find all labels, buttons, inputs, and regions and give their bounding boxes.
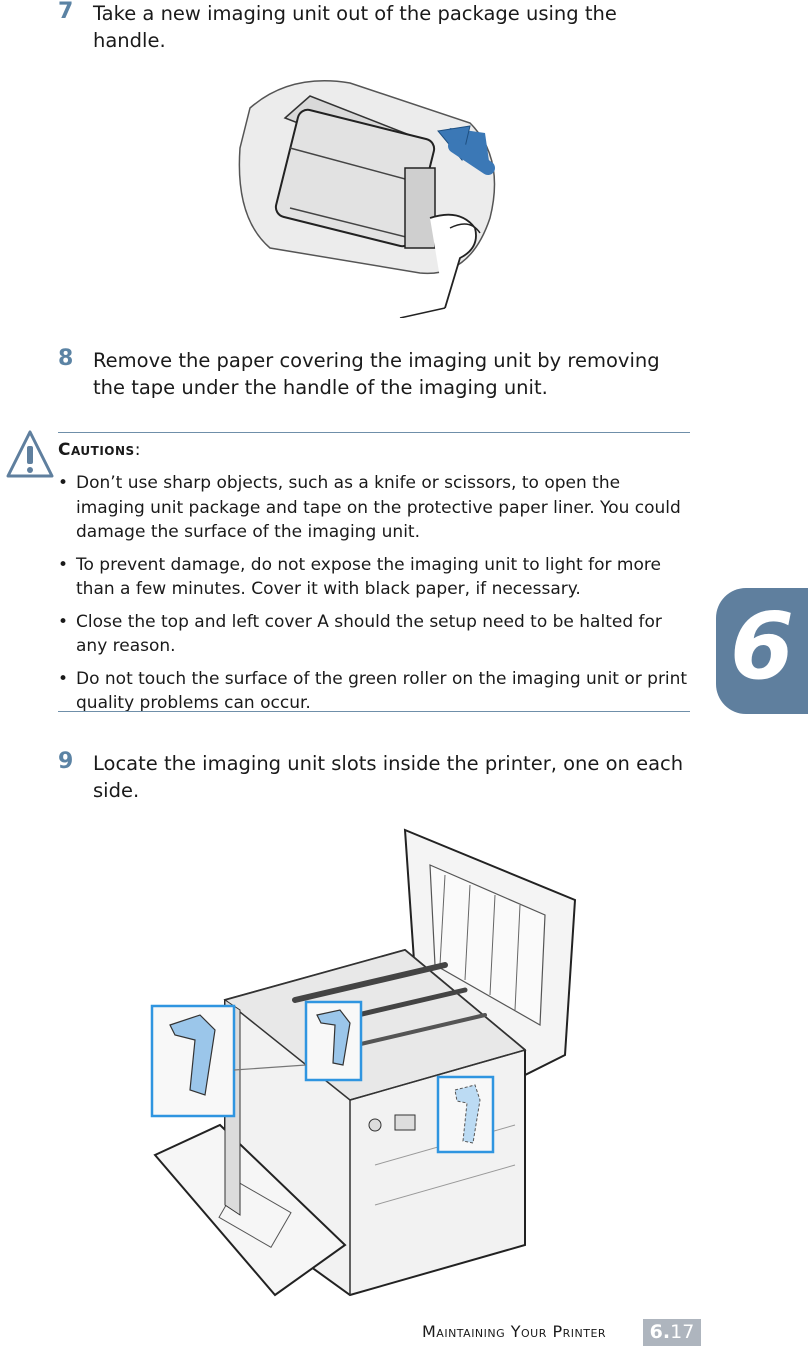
step-number: 9: [58, 749, 74, 774]
caution-item-text: To prevent damage, do not expose the imaging unit to light for more than a few minutes. Cover it with black paper, if necessary.: [76, 554, 661, 599]
caution-item: • Do not touch the surface of the green roller on the imaging unit or print quality problems can occur.: [58, 668, 688, 713]
caution-item-text: Close the top and left cover A should the setup need to be halted for any reason.: [76, 611, 662, 656]
chapter-tab: [716, 588, 808, 714]
page-number-box: [643, 1319, 701, 1346]
step-text: Take a new imaging unit out of the package using the handle.: [93, 2, 617, 52]
chapter-number: 6: [730, 593, 795, 700]
footer-section: Maintaining Your Printer: [422, 1322, 607, 1341]
caution-item: • Don’t use sharp objects, such as a knife or scissors, to open the imaging unit package and tape on the protective paper liner. You could damage the surface of the imaging unit.: [58, 473, 681, 542]
caution-bottom-rule: [58, 711, 690, 712]
step-number: 7: [58, 0, 74, 24]
caution-item: • Close the top and left cover A should the setup need to be halted for any reason.: [58, 611, 662, 656]
caution-top-rule: [58, 432, 690, 433]
caution-title-text: Cautions: [58, 440, 135, 460]
step-text: Remove the paper covering the imaging unit by removing the tape under the handle of the imaging unit.: [93, 349, 660, 399]
caution-item-text: Do not touch the surface of the green roller on the imaging unit or print quality problems can occur.: [76, 668, 688, 713]
step-text: Locate the imaging unit slots inside the printer, one on each side.: [93, 752, 684, 802]
caution-title: [58, 440, 141, 460]
page-number: 17: [670, 1321, 695, 1343]
warning-icon: [6, 428, 54, 482]
caution-colon: :: [134, 440, 141, 460]
caution-item: • To prevent damage, do not expose the imaging unit to light for more than a few minutes. Cover it with black paper, if necessary.: [58, 554, 661, 599]
imaging-unit-illustration: [230, 68, 510, 318]
caution-list: [58, 471, 690, 724]
page-chapter: 6.: [649, 1321, 671, 1343]
caution-item-text: Don’t use sharp objects, such as a knife or scissors, to open the imaging unit package and tape on the protective paper liner. You could damage the surface of the imaging unit.: [76, 473, 681, 542]
step-number: 8: [58, 346, 74, 371]
printer-illustration: [145, 825, 585, 1305]
